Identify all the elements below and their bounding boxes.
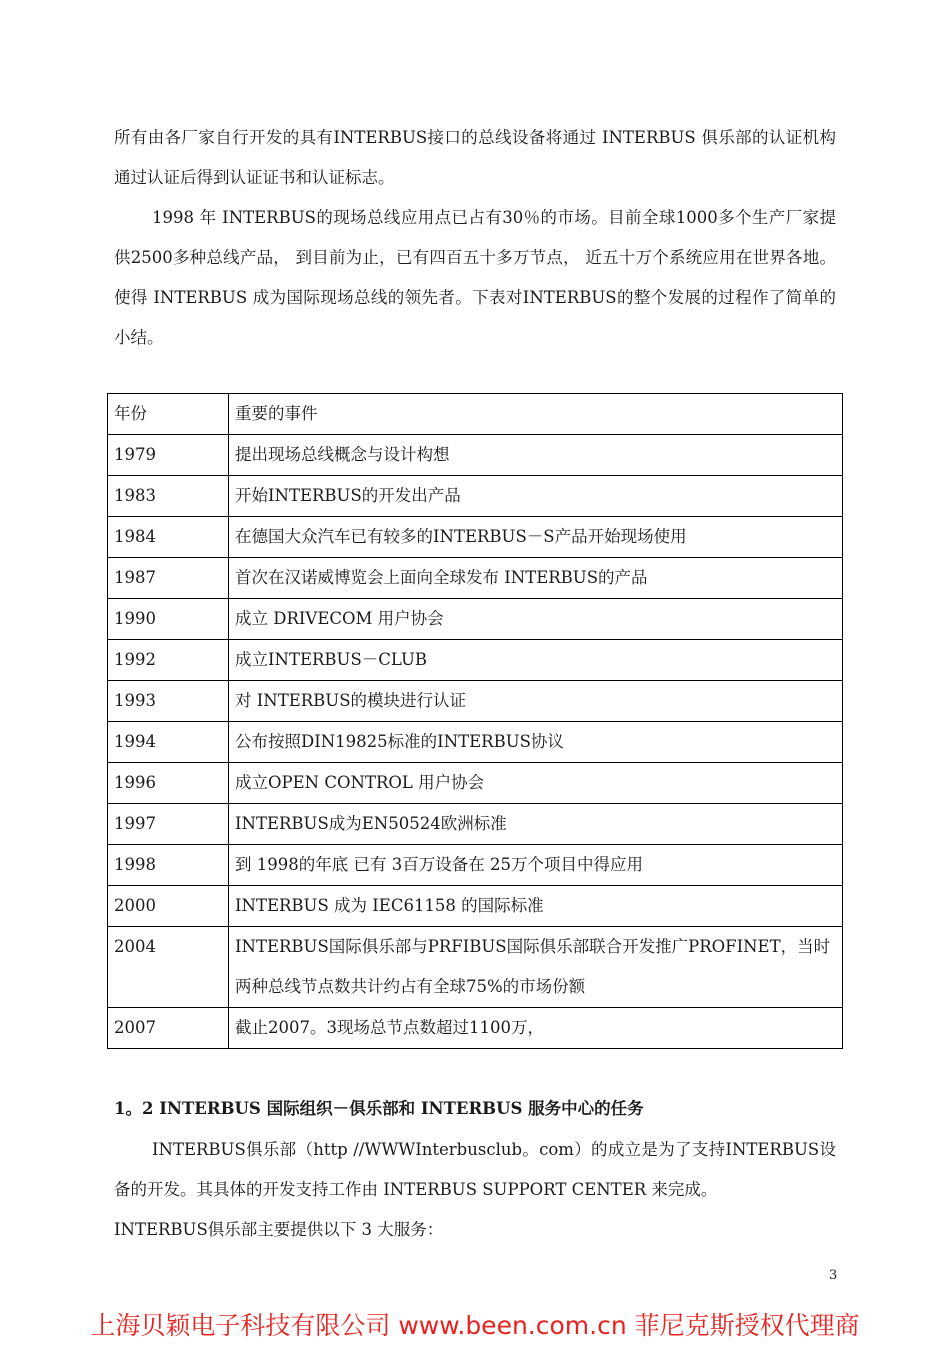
header-year: 年份 [108, 394, 229, 435]
section-heading: 1。2 INTERBUS 国际组织－俱乐部和 INTERBUS 服务中心的任务 [114, 1099, 644, 1118]
history-table [107, 393, 843, 1049]
row-year: 2000 [108, 886, 229, 927]
row-event: INTERBUS 成为 IEC61158 的国际标准 [229, 886, 843, 927]
section-paragraph-1: INTERBUS俱乐部（http //WWWInterbusclub。com）的成立是为了支持INTERBUS设备的开发。其具体的开发支持工作由 INTERBUS SUPPORT CENTER 来完成。 [114, 1140, 836, 1199]
row-event: 成立 DRIVECOM 用户协会 [229, 599, 843, 640]
table-row [108, 435, 843, 476]
row-year: 1996 [108, 763, 229, 804]
table-header-row [108, 394, 843, 435]
header-event: 重要的事件 [229, 394, 843, 435]
row-event: 提出现场总线概念与设计构想 [229, 435, 843, 476]
table-row [108, 476, 843, 517]
table-row [108, 845, 843, 886]
row-event: 在德国大众汽车已有较多的INTERBUS－S产品开始现场使用 [229, 517, 843, 558]
table-row [108, 558, 843, 599]
row-event: 公布按照DIN19825标准的INTERBUS协议 [229, 722, 843, 763]
row-event: 首次在汉诺威博览会上面向全球发布 INTERBUS的产品 [229, 558, 843, 599]
row-year: 1998 [108, 845, 229, 886]
row-event: 对 INTERBUS的模块进行认证 [229, 681, 843, 722]
table-row [108, 763, 843, 804]
footer-banner: 上海贝颖电子科技有限公司 www.been.com.cn 菲尼克斯授权代理商 [90, 1311, 860, 1340]
intro-paragraph-1: 所有由各厂家自行开发的具有INTERBUS接口的总线设备将通过 INTERBUS 俱乐部的认证机构通过认证后得到认证证书和认证标志。 [114, 128, 836, 187]
row-year: 1992 [108, 640, 229, 681]
table-row [108, 722, 843, 763]
row-event: INTERBUS国际俱乐部与PRFIBUS国际俱乐部联合开发推广PROFINET，当时两种总线节点数共计约占有全球75%的市场份额 [229, 927, 843, 1008]
row-year: 1979 [108, 435, 229, 476]
row-year: 2004 [108, 927, 229, 1008]
row-event: 到 1998的年底 已有 3百万设备在 25万个项目中得应用 [229, 845, 843, 886]
row-year: 1990 [108, 599, 229, 640]
table-row [108, 640, 843, 681]
table-row [108, 681, 843, 722]
row-year: 1984 [108, 517, 229, 558]
row-event: 截止2007。3现场总节点数超过1100万， [229, 1008, 843, 1049]
table-row [108, 1008, 843, 1049]
row-year: 2007 [108, 1008, 229, 1049]
row-event: 成立OPEN CONTROL 用户协会 [229, 763, 843, 804]
table-row [108, 804, 843, 845]
row-year: 1983 [108, 476, 229, 517]
table-row [108, 886, 843, 927]
row-event: 成立INTERBUS－CLUB [229, 640, 843, 681]
table-row [108, 599, 843, 640]
table-row [108, 517, 843, 558]
page-number: 3 [829, 1268, 838, 1283]
row-year: 1987 [108, 558, 229, 599]
intro-paragraph-2: 1998 年 INTERBUS的现场总线应用点已占有30％的市场。目前全球1000多个生产厂家提供2500多种总线产品， 到目前为止，已有四百五十多万节点， 近五十万个系统应用在世界各地。使得 INTERBUS 成为国际现场总线的领先者。下表对INTERBUS的整个发展的过程作了简单的小结。 [114, 208, 836, 347]
row-year: 1994 [108, 722, 229, 763]
section-paragraph-2: INTERBUS俱乐部主要提供以下 3 大服务： [114, 1220, 444, 1239]
row-event: INTERBUS成为EN50524欧洲标准 [229, 804, 843, 845]
row-event: 开始INTERBUS的开发出产品 [229, 476, 843, 517]
row-year: 1997 [108, 804, 229, 845]
table-row [108, 927, 843, 1008]
row-year: 1993 [108, 681, 229, 722]
